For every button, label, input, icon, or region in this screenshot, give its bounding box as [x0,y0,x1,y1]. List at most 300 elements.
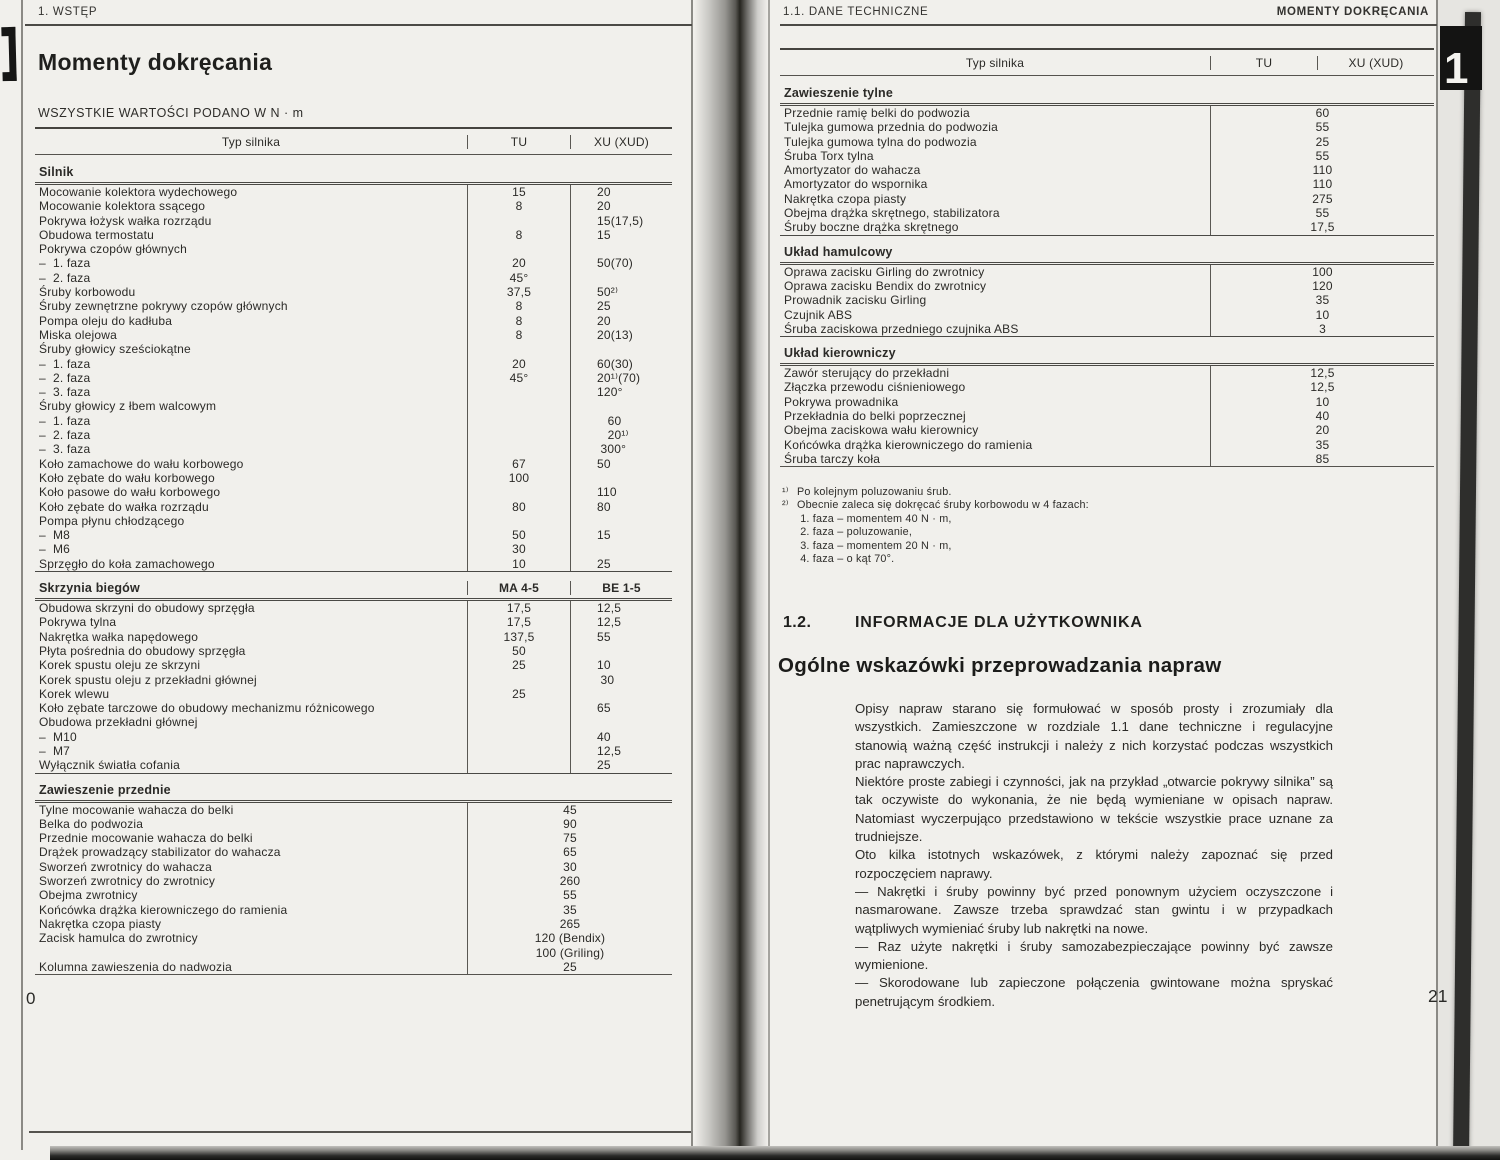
cell-val: 110 [1210,163,1434,177]
cell-xu: 50 [570,457,672,471]
cell-val: 10 [1210,308,1434,322]
binding-gutter-shadow [694,0,768,1160]
cell-item: Przednie mocowanie wahacza do belki [39,831,253,846]
cell-item: Końcówka drążka kierowniczego do ramienia [784,437,1033,452]
cell-xu: 65 [570,701,672,715]
table-row [35,860,672,874]
left-page [25,0,692,1150]
table-section-skrzynia-biegow [35,571,672,773]
chapter-tab-label: 1 [1444,44,1469,93]
cell-val: 260 [467,874,672,888]
cell-xu: 40 [570,730,672,744]
cell-val: 65 [467,845,672,859]
cell-item: Korek spustu oleju z przekładni głównej [39,672,257,687]
cell-marker [782,513,797,526]
cell-item: – 3. faza [39,442,91,457]
cell-val: 55 [467,888,672,902]
table-row [35,744,672,758]
cell-item: Koło zębate do wału korbowego [39,470,215,485]
cell-item: Belka do podwozia [39,816,144,831]
table-row [780,409,1434,423]
column-header-tu: TU [467,135,570,149]
cell-tu: 8 [467,199,570,213]
cell-xu: 25 [570,299,672,313]
table-row [35,399,672,413]
cell-val: 25 [467,960,672,974]
cell-xu: 80 [570,500,672,514]
section-title: Układ kierowniczy [784,346,896,361]
torque-table-right [780,48,1434,467]
cell-item: Śruby głowicy z łbem walcowym [39,399,217,414]
section-title: Układ hamulcowy [784,244,893,259]
cell-item: Oprawa zacisku Bendix do zwrotnicy [784,278,987,293]
table-row [35,256,672,270]
cell-xu: 12,5 [570,744,672,758]
cell-tu: 8 [467,228,570,242]
footnotes [782,486,1397,566]
table-row [35,528,672,542]
cell-tu: 45° [467,371,570,385]
cell-item: – M6 [39,542,71,557]
cell-tu [467,514,570,528]
cell-tu: 25 [467,658,570,672]
table-row [35,903,672,917]
cell-val: 3 [1210,322,1434,336]
table-row [35,357,672,371]
section-header [35,155,672,185]
table-header-row [35,127,672,155]
page-edge-line [691,0,693,1150]
cell-tu: 8 [467,328,570,342]
cell-item: Czujnik ABS [784,307,853,322]
table-row [35,314,672,328]
cell-item: Pompa oleju do kadłuba [39,313,173,328]
cell-val: 55 [1210,120,1434,134]
cell-tu: 17,5 [467,615,570,629]
cell-tu: 137,5 [467,630,570,644]
cell-val: 40 [1210,409,1434,423]
cell-xu [570,471,672,485]
table-row [35,557,672,571]
section-header [35,571,672,601]
cell-item: Miska olejowa [39,327,117,342]
table-row [35,803,672,817]
table-row [780,366,1434,380]
cell-text: Po kolejnym poluzowaniu śrub. [797,486,952,498]
cell-item: Koło zębate do wałka rozrządu [39,499,209,514]
cell-xu: 50(70) [570,256,672,270]
table-row [35,615,672,629]
table-row [35,673,672,687]
section-heading-1-2 [783,614,1143,632]
section-title: Silnik [39,165,74,179]
table-section-uklad-hamulcowy [780,235,1434,336]
cell-item: Wyłącznik światła cofania [39,758,180,773]
cell-val: 100 (Griling) [467,946,672,960]
cell-item: Zacisk hamulca do zwrotnicy [39,931,198,946]
cell-item: Pokrywa czopów głównych [39,242,187,257]
cell-item: Korek wlewu [39,686,110,701]
table-row [780,177,1434,191]
column-header-engine-type: Typ silnika [221,134,281,149]
paragraph: — Nakrętki i śruby powinny być przed ponownym użyciem oczyszczone i nasmarowane. Zawsze trzeba sprawdzać stan gwintu i w przypadkach wątpliwych wymieniać śruby lub nakrętki na nowe. [855,883,1333,936]
cell-xu: 20 [570,199,672,213]
table-row [35,271,672,285]
cell-item: Mocowanie kolektora wydechowego [39,185,238,199]
table-row [780,135,1434,149]
cell-xu: 12,5 [570,601,672,615]
cell-item: Obejma drążka skrętnego, stabilizatora [784,206,1000,221]
cell-item: Amortyzator do wahacza [784,163,921,178]
table-header-row [780,48,1434,76]
table-row [35,960,672,974]
cell-item: Śruby głowicy sześciokątne [39,342,191,357]
cell-xu: 15(17,5) [570,214,672,228]
table-row [35,630,672,644]
cell-text: Obecnie zaleca się dokręcać śruby korbowodu w 4 fazach: [797,499,1089,512]
cell-item: Śruba tarczy koła [784,451,881,466]
cell-val: 35 [467,903,672,917]
cell-item: Koło zamachowe do wału korbowego [39,456,244,471]
cell-tu [467,673,570,687]
cell-xu [570,342,672,356]
cell-xu: 12,5 [570,615,672,629]
cell-item: – M10 [39,729,77,744]
table-row [780,265,1434,279]
table-section-silnik [35,155,672,571]
cell-val: 30 [467,860,672,874]
cell-val: 275 [1210,192,1434,206]
cell-item: Koło pasowe do wału korbowego [39,485,221,500]
cell-item: Śruba Torx tylna [784,148,874,163]
section-header [780,235,1434,265]
cell-xu: 300° [570,442,672,456]
cell-tu: 37,5 [467,285,570,299]
paragraph: — Skorodowane lub zapieczone połączenia gwintowane można spryskać penetrującym środkiem. [855,975,1333,1009]
cell-xu [570,687,672,701]
cell-xu: 10 [570,658,672,672]
cell-item: Tulejka gumowa tylna do podwozia [784,134,977,149]
paragraph: — Raz użyte nakrętki i śruby samozabezpieczające powinny być zawsze wymienione. [855,938,1333,973]
running-head-section: 1.1. DANE TECHNICZNE [783,6,929,18]
cell-tu: 25 [467,687,570,701]
cell-item: Prowadnik zacisku Girling [784,293,927,308]
cell-item: Śruby zewnętrzne pokrywy czopów głównych [39,299,288,314]
cell-marker [782,526,797,539]
table-row [35,371,672,385]
cell-item: – 2. faza [39,428,91,443]
cell-xu: 20 [570,314,672,328]
cell-item: – 2. faza [39,270,91,285]
cell-xu: 30 [570,673,672,687]
page-number-left: 0 [26,989,36,1008]
table-row [35,185,672,199]
page-edge-line [21,0,23,1150]
cell-tu: 17,5 [467,601,570,615]
cell-item: Złączka przewodu ciśnieniowego [784,380,966,395]
cell-item: Obudowa skrzyni do obudowy sprzęgła [39,601,255,616]
cell-item: Sworzeń zwrotnicy do wahacza [39,859,213,874]
cell-tu [467,701,570,715]
cell-tu: 15 [467,185,570,199]
table-row [780,163,1434,177]
cell-item: – 1. faza [39,356,91,371]
cell-item: Nakrętka wałka napędowego [39,629,199,644]
table-row [35,442,672,456]
header-rule [780,24,1437,26]
cell-tu: 50 [467,528,570,542]
table-row [35,658,672,672]
cell-val: 17,5 [1210,220,1434,234]
cell-xu [570,514,672,528]
table-row [35,242,672,256]
table-row [35,644,672,658]
table-row [35,931,672,945]
cell-tu [467,342,570,356]
table-row [35,758,672,772]
cell-xu [570,242,672,256]
cell-xu: 25 [570,758,672,772]
cell-tu [467,428,570,442]
header-rule [25,24,692,26]
table-section-zawieszenie-przednie [35,773,672,976]
table-row [780,322,1434,336]
table-row [35,328,672,342]
cell-val: 75 [467,831,672,845]
table-row [35,428,672,442]
cell-xu: 20(13) [570,328,672,342]
cell-xu [570,715,672,729]
cell-item: Koło zębate tarczowe do obudowy mechanizmu różnicowego [39,701,375,716]
cell-tu: 8 [467,299,570,313]
torque-table-left [35,127,672,975]
cell-val: 45 [467,803,672,817]
cell-xu [570,271,672,285]
cell-tu: 20 [467,256,570,270]
cell-val: 20 [1210,423,1434,437]
table-row [782,526,1397,539]
table-row [782,499,1397,512]
cell-tu [467,715,570,729]
table-row [35,414,672,428]
cell-marker: ¹⁾ [782,486,789,498]
cell-tu: 8 [467,314,570,328]
cell-tu: 67 [467,457,570,471]
paragraph: Niektóre proste zabiegi i czynności, jak na przykład „otwarcie pokrywy silnika” są tak oczywiste do wykonania, że nie będą wymieniane w opisach napraw. Natomiast wyczerpująco przedstawiono w tekście wszystkie prace uznane za trudniejsze. [855,774,1333,845]
cell-xu: 15 [570,528,672,542]
cell-tu [467,399,570,413]
cell-item: Płyta pośrednia do obudowy sprzęgła [39,643,246,658]
units-note: WSZYSTKIE WARTOŚCI PODANO W N · m [38,106,304,120]
right-page [770,0,1437,1150]
section-head-tu: MA 4-5 [467,581,570,595]
table-row [35,214,672,228]
table-row [35,687,672,701]
cell-item: – M8 [39,528,71,543]
cell-item: Amortyzator do wspornika [784,177,928,192]
cell-marker [782,540,797,553]
column-header-engine-type: Typ silnika [965,55,1025,70]
column-header-tu: TU [1210,56,1317,70]
table-row [780,395,1434,409]
cell-tu: 45° [467,271,570,285]
table-row [35,485,672,499]
cell-val: 55 [1210,149,1434,163]
cell-val: 35 [1210,438,1434,452]
table-row [35,457,672,471]
cell-tu [467,385,570,399]
cell-xu: 20¹⁾(70) [570,371,672,385]
cell-val: 55 [1210,206,1434,220]
table-row [35,299,672,313]
cell-xu: 60(30) [570,357,672,371]
cell-tu: 10 [467,557,570,571]
cell-tu [467,758,570,772]
table-row [35,542,672,556]
table-row [782,553,1397,566]
cell-item: Korek spustu oleju ze skrzyni [39,658,201,673]
section-head-xu: BE 1-5 [570,581,672,595]
table-row [35,342,672,356]
cell-item: Obejma zaciskowa wału kierownicy [784,423,979,438]
table-row [35,917,672,931]
table-row [782,513,1397,526]
cell-val: 265 [467,917,672,931]
table-row [780,192,1434,206]
cell-tu [467,242,570,256]
cell-item: Obejma zwrotnicy [39,888,138,903]
table-row [35,888,672,902]
table-row [35,715,672,729]
cell-item: Sprzęgło do koła zamachowego [39,556,215,571]
cell-val: 35 [1210,293,1434,307]
cell-item: Drążek prowadzący stabilizator do wahacza [39,845,281,860]
cell-tu: 80 [467,500,570,514]
table-row [780,380,1434,394]
cell-tu: 30 [467,542,570,556]
cell-item: Mocowanie kolektora ssącego [39,199,206,214]
section-header [780,76,1434,106]
table-row [780,293,1434,307]
cell-item: Obudowa termostatu [39,227,154,242]
cell-tu [467,214,570,228]
cell-item: Pokrywa prowadnika [784,394,899,409]
paragraph: Opisy napraw starano się formułować w sposób prosty i zrozumiały dla wszystkich. Zamieszczone w rozdziale 1.1 dane techniczne i regulacyjne stanowią ważną część instrukcji i należy z nich korzystać podczas wszystkich prac naprawczych. [855,701,1333,771]
table-row [35,817,672,831]
table-row [35,385,672,399]
page-edge-line [768,0,770,1150]
cell-val: 12,5 [1210,366,1434,380]
cell-xu: 55 [570,630,672,644]
table-row [780,106,1434,120]
table-row [780,149,1434,163]
cell-item: – M7 [39,743,71,758]
running-head-chapter: MOMENTY DOKRĘCANIA [1276,6,1429,18]
cell-item: Śruby korbowodu [39,285,136,300]
cell-item: Pompa płynu chłodzącego [39,513,185,528]
page-title: Momenty dokręcania [38,49,273,76]
column-header-xu: XU (XUD) [1317,56,1434,70]
section-header [35,773,672,803]
body-text [855,700,1333,1011]
cell-val: 10 [1210,395,1434,409]
cell-text: 3. faza – momentem 20 N · m, [797,539,952,552]
table-row [35,946,672,960]
cell-xu [570,542,672,556]
cell-xu: 20¹⁾ [570,428,672,442]
table-row [35,874,672,888]
paragraph: Oto kilka istotnych wskazówek, z którymi należy zapoznać się przed rozpoczęciem naprawy. [855,847,1333,881]
table-row [780,308,1434,322]
cell-item: Nakrętka czopa piasty [39,916,162,931]
cell-xu: 50²⁾ [570,285,672,299]
cell-item: Zawór sterujący do przekładni [784,366,950,381]
cell-item: Śruby boczne drążka skrętnego [784,220,959,235]
cell-val: 120 [1210,279,1434,293]
cell-item: – 3. faza [39,385,91,400]
table-row [35,199,672,213]
table-row [35,500,672,514]
cell-tu [467,485,570,499]
cell-val: 85 [1210,452,1434,466]
table-row [35,285,672,299]
table-row [35,831,672,845]
table-row [780,120,1434,134]
table-row [35,730,672,744]
cell-item [35,946,467,960]
cell-item: Oprawa zacisku Girling do zwrotnicy [784,264,985,279]
cell-text: 4. faza – o kąt 70°. [797,553,895,566]
cell-text: 2. faza – poluzowanie, [797,526,913,539]
running-head-left-page: 1. WSTĘP [38,6,98,18]
cell-item: Końcówka drążka kierowniczego do ramienia [39,902,288,917]
cell-text: 1. faza – momentem 40 N · m, [797,512,952,525]
section-header [780,336,1434,366]
cell-xu: 60 [570,414,672,428]
cell-val: 12,5 [1210,380,1434,394]
cell-tu [467,442,570,456]
cell-item: – 1. faza [39,256,91,271]
table-row [780,206,1434,220]
cell-item: – 1. faza [39,413,91,428]
cell-tu [467,730,570,744]
cell-xu: 20 [570,185,672,199]
cell-marker: ²⁾ [782,499,789,512]
table-row [780,220,1434,234]
table-row [780,438,1434,452]
cell-item: – 2. faza [39,370,91,385]
registration-mark [2,27,16,81]
cell-val: 25 [1210,135,1434,149]
column-header-xu: XU (XUD) [570,135,672,149]
table-row [780,423,1434,437]
cell-item: Tulejka gumowa przednia do podwozia [784,120,999,135]
cell-xu: 25 [570,557,672,571]
section-title: Skrzynia biegów [39,581,140,596]
table-row [782,486,1397,499]
cell-tu: 50 [467,644,570,658]
section-number: 1.2. [783,614,812,631]
table-row [35,514,672,528]
scan-bottom-edge [50,1146,1500,1160]
cell-tu [467,744,570,758]
page-number-right: 21 [1428,986,1448,1006]
section-title: Zawieszenie przednie [39,782,171,797]
cell-item: Nakrętka czopa piasty [784,191,907,206]
cell-xu: 120° [570,385,672,399]
table-row [35,701,672,715]
cell-xu: 110 [570,485,672,499]
